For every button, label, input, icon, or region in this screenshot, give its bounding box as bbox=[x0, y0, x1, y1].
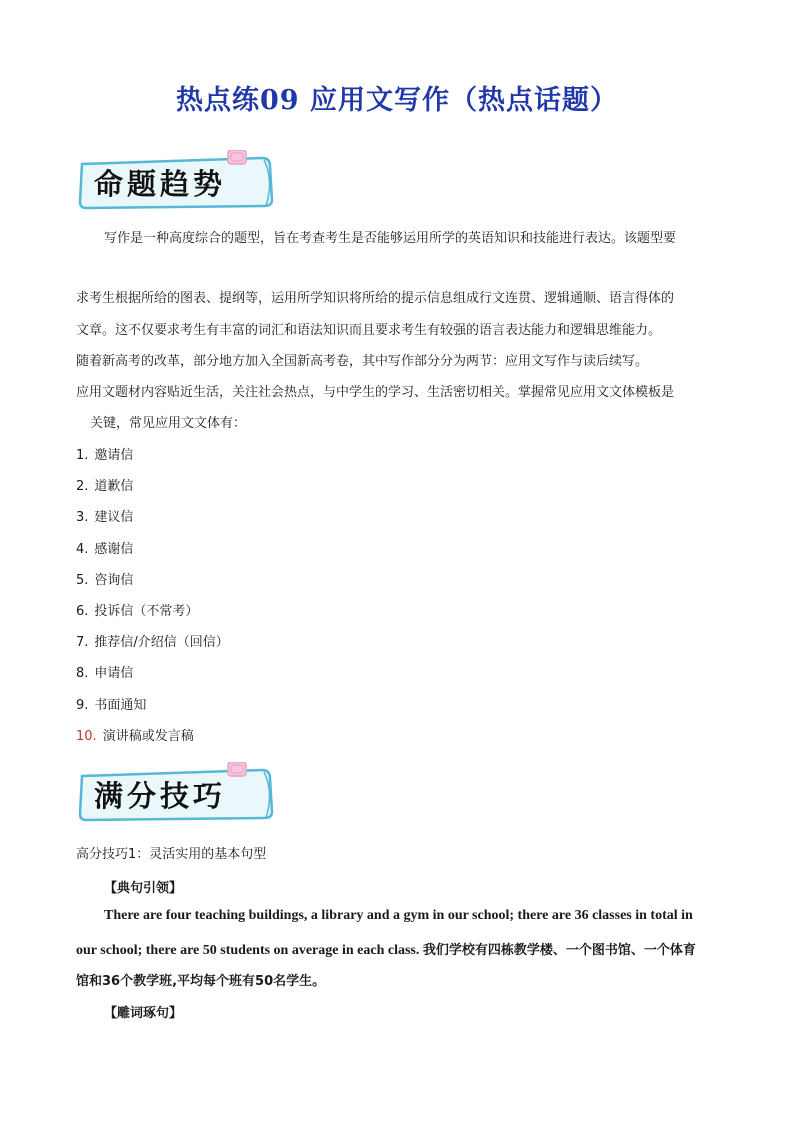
list-item: 3. 建议信 bbox=[76, 510, 134, 526]
example-sentence-line-3 bbox=[76, 970, 325, 990]
example-cn-part: 馆和36个教学班,平均每个班有50名学生。 bbox=[76, 974, 326, 989]
practice-label: 【雕词琢句】 bbox=[104, 1006, 183, 1021]
list-item: 1. 邀请信 bbox=[76, 448, 134, 463]
example-en-part: our school; there are 50 students on average in each class. bbox=[76, 943, 423, 958]
intro-line-4: 随着新高考的改革，部分地方加入全国新高考卷，其中写作部分分为两节：应用文写作与读后续写。 bbox=[76, 354, 649, 369]
intro-line-5: 应用文题材内容贴近生活，关注社会热点，与中学生的学习、生活密切相关。掌握常见应用文文体模板是 bbox=[76, 385, 675, 400]
example-sentence-line-2 bbox=[76, 939, 696, 959]
example-sentence-line-1: There are four teaching buildings, a library and a gym in our school; there are 36 classes in total in bbox=[104, 908, 693, 923]
list-item: 7. 推荐信/介绍信（回信） bbox=[76, 635, 229, 651]
list-item: 8. 申请信 bbox=[76, 666, 134, 682]
example-label: 【典句引领】 bbox=[104, 881, 183, 896]
intro-line-1: 写作是一种高度综合的题型，旨在考查考生是否能够运用所学的英语知识和技能进行表达。该题型要 bbox=[104, 231, 677, 246]
list-item: 9. 书面通知 bbox=[76, 697, 147, 713]
list-item: 6. 投诉信（不常考） bbox=[76, 603, 199, 619]
example-cn-part: 我们学校有四栋教学楼、一个图书馆、一个体育 bbox=[422, 943, 696, 958]
page-title: 热点练09 应用文写作（热点话题） bbox=[176, 85, 618, 116]
section-heading-skills: 满分技巧 bbox=[94, 779, 227, 813]
letter-type-list bbox=[76, 447, 229, 759]
section-banner-trend bbox=[76, 150, 276, 212]
section-banner-skills bbox=[76, 762, 276, 824]
list-item: 5. 咨询信 bbox=[76, 572, 134, 588]
intro-line-3: 文章。这不仅要求考生有丰富的词汇和语法知识而且要求考生有较强的语言表达能力和逻辑思维能力。 bbox=[76, 323, 662, 338]
intro-line-2: 求考生根据所给的图表、提纲等，运用所学知识将所给的提示信息组成行文连贯、逻辑通顺、语言得体的 bbox=[76, 291, 675, 306]
list-item: 10. 演讲稿或发言稿 bbox=[76, 728, 194, 744]
intro-line-6: 关键，常见应用文文体有： bbox=[90, 416, 247, 431]
list-item: 2. 道歉信 bbox=[76, 479, 134, 495]
paper-clip-icon bbox=[228, 150, 246, 164]
paper-clip-icon bbox=[228, 762, 246, 776]
skill-title: 高分技巧1：灵活实用的基本句型 bbox=[76, 847, 267, 862]
list-item: 4. 感谢信 bbox=[76, 541, 134, 557]
section-heading-trend: 命题趋势 bbox=[94, 167, 227, 201]
